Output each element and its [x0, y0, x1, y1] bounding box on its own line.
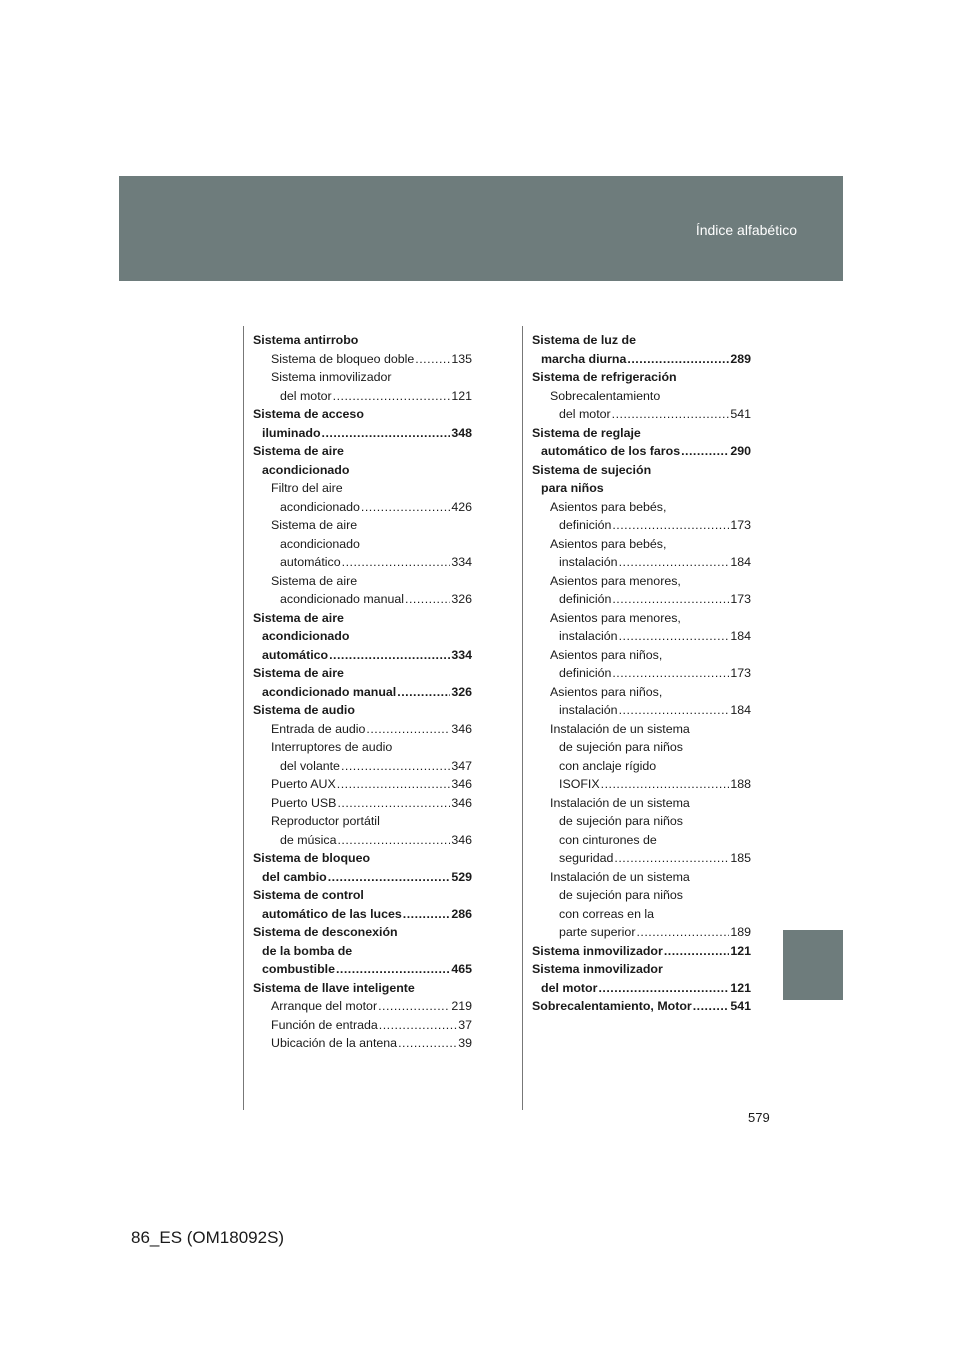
index-subentry [253, 720, 472, 739]
entry-term: Instalación de un sistema [550, 795, 690, 810]
entry-term: con cinturones de [559, 832, 657, 847]
entry-page-ref: 37 [458, 1017, 472, 1032]
index-entry [532, 368, 751, 387]
entry-term: Arranque del motor [271, 999, 378, 1013]
entry-term: Asientos para bebés, [550, 536, 667, 551]
index-entry [253, 331, 472, 350]
index-subentry [532, 849, 751, 868]
entry-term: Sistema de sujeción [532, 462, 652, 477]
index-entry [532, 424, 751, 443]
index-subentry [253, 794, 472, 813]
dot-leader [598, 979, 729, 998]
index-subentry [253, 1016, 472, 1035]
entry-term: Sistema antirrobo [253, 333, 359, 347]
entry-page-ref: 346 [451, 721, 472, 736]
index-subentry [532, 720, 751, 739]
index-subentry [532, 812, 751, 831]
entry-page-ref: 347 [451, 758, 472, 773]
dot-leader [612, 664, 729, 683]
index-subentry [532, 923, 751, 942]
index-subentry [253, 757, 472, 776]
entry-term: del motor [280, 388, 332, 403]
index-entry [253, 979, 472, 998]
index-entry [253, 868, 472, 887]
dot-leader [619, 701, 730, 720]
entry-page-ref: 465 [451, 962, 472, 976]
dot-leader [627, 350, 729, 369]
entry-term: del volante [280, 758, 340, 773]
entry-page-ref: 541 [730, 999, 751, 1013]
index-subentry [253, 368, 472, 387]
dot-leader [619, 627, 730, 646]
entry-page-ref: 346 [451, 832, 472, 847]
dot-leader [415, 350, 450, 369]
index-subentry [532, 886, 751, 905]
entry-page-ref: 121 [730, 943, 751, 958]
entry-page-ref: 173 [730, 518, 751, 532]
entry-page-ref: 188 [730, 777, 751, 791]
entry-term: de la bomba de [262, 943, 353, 958]
index-entry [532, 350, 751, 369]
index-subentry [532, 405, 751, 424]
entry-term: combustible [262, 962, 335, 976]
index-subentry [532, 387, 751, 406]
index-subentry [253, 997, 472, 1016]
entry-term: Puerto USB [271, 795, 337, 810]
entry-term: Función de entrada [271, 1017, 378, 1032]
entry-term: Asientos para bebés, [550, 499, 667, 514]
entry-page-ref: 184 [730, 629, 751, 643]
dot-leader [366, 720, 450, 739]
index-entry [253, 646, 472, 665]
entry-term: ISOFIX [559, 777, 600, 791]
entry-term: de sujeción para niños [559, 814, 683, 828]
index-subentry [532, 627, 751, 646]
entry-page-ref: 326 [451, 684, 472, 699]
entry-term: acondicionado [262, 462, 350, 477]
index-entry [532, 479, 751, 498]
index-subentry [532, 905, 751, 924]
entry-term: automático de las luces [262, 906, 402, 921]
dot-leader [341, 757, 450, 776]
entry-term: Sistema de aire [253, 610, 344, 625]
entry-term: Sistema de acceso [253, 407, 364, 421]
index-subentry [253, 553, 472, 572]
entry-term: Sistema de bloqueo doble [271, 351, 415, 366]
index-entry [253, 683, 472, 702]
index-subentry [253, 831, 472, 850]
entry-page-ref: 286 [451, 906, 472, 921]
index-entry [253, 886, 472, 905]
entry-term: Sistema de bloqueo [253, 851, 371, 865]
entry-term: Sistema de refrigeración [532, 370, 677, 384]
entry-term: de música [280, 832, 337, 847]
dot-leader [336, 960, 450, 979]
index-entry [253, 923, 472, 942]
entry-term: Filtro del aire [271, 481, 343, 495]
entry-page-ref: 426 [451, 499, 472, 514]
index-subentry [532, 794, 751, 813]
entry-term: de sujeción para niños [559, 740, 683, 754]
index-subentry [532, 646, 751, 665]
entry-term: Sistema de audio [253, 703, 355, 717]
entry-term: Sistema de aire [271, 518, 358, 532]
entry-term: con anclaje rígido [559, 758, 657, 773]
entry-term: Sistema inmovilizador [532, 962, 663, 976]
index-entry [253, 461, 472, 480]
dot-leader [612, 590, 729, 609]
index-subentry [253, 535, 472, 554]
index-subentry [253, 572, 472, 591]
entry-page-ref: 184 [730, 703, 751, 717]
entry-term: automático [262, 647, 329, 662]
dot-leader [337, 794, 450, 813]
entry-term: Sistema de luz de [532, 333, 636, 347]
index-subentry [532, 831, 751, 850]
entry-page-ref: 184 [730, 555, 751, 569]
document-code: 86_ES (OM18092S) [131, 1228, 285, 1247]
dot-leader [333, 387, 451, 406]
entry-term: del motor [559, 407, 611, 421]
index-column-right [532, 331, 751, 1016]
entry-term: Puerto AUX [271, 777, 336, 791]
entry-page-ref: 135 [451, 351, 472, 366]
index-subentry [253, 498, 472, 517]
dot-leader [601, 775, 730, 794]
entry-term: iluminado [262, 425, 321, 440]
column-rule-left [243, 326, 244, 1110]
entry-term: para niños [541, 481, 604, 495]
dot-leader [329, 646, 450, 665]
entry-page-ref: 39 [458, 1036, 472, 1050]
index-entry [253, 849, 472, 868]
index-subentry [532, 664, 751, 683]
entry-term: Asientos para menores, [550, 610, 681, 625]
dot-leader [612, 516, 729, 535]
index-subentry [532, 868, 751, 887]
entry-term: Sobrecalentamiento [550, 388, 661, 403]
index-subentry [532, 775, 751, 794]
entry-page-ref: 289 [730, 351, 751, 366]
entry-term: Sistema inmovilizador [271, 370, 392, 384]
entry-term: acondicionado [280, 499, 360, 514]
entry-term: Sistema de llave inteligente [253, 980, 415, 995]
dot-leader [664, 942, 729, 961]
index-subentry [253, 350, 472, 369]
entry-page-ref: 541 [730, 407, 751, 421]
entry-term: del motor [541, 980, 598, 995]
entry-term: Sistema de desconexión [253, 925, 398, 939]
entry-term: definición [559, 518, 612, 532]
index-entry [253, 609, 472, 628]
column-rule-right [522, 326, 523, 1110]
index-entry [253, 627, 472, 646]
dot-leader [612, 405, 730, 424]
dot-leader [619, 553, 730, 572]
dot-leader [405, 590, 450, 609]
section-thumb-tab [783, 930, 843, 1000]
dot-leader [397, 683, 450, 702]
dot-leader [337, 775, 451, 794]
entry-term: instalación [559, 703, 618, 717]
dot-leader [328, 868, 451, 887]
dot-leader [378, 997, 450, 1016]
index-subentry [532, 516, 751, 535]
entry-page-ref: 121 [730, 980, 751, 995]
entry-term: Sistema de aire [253, 666, 344, 680]
entry-term: Asientos para menores, [550, 573, 681, 588]
index-subentry [532, 683, 751, 702]
index-entry [253, 405, 472, 424]
index-subentry [532, 738, 751, 757]
index-subentry [532, 498, 751, 517]
index-entry [532, 331, 751, 350]
dot-leader [693, 997, 730, 1016]
entry-term: Instalación de un sistema [550, 721, 690, 736]
entry-term: Ubicación de la antena [271, 1036, 398, 1050]
entry-term: Sistema de control [253, 888, 364, 902]
index-subentry [532, 572, 751, 591]
entry-term: Sistema de aire [253, 444, 344, 458]
entry-term: Reproductor portátil [271, 814, 380, 828]
entry-page-ref: 326 [451, 592, 472, 606]
dot-leader [342, 553, 451, 572]
entry-page-ref: 334 [451, 555, 472, 569]
index-entry [532, 942, 751, 961]
entry-term: Sistema de reglaje [532, 425, 641, 440]
index-entry [532, 442, 751, 461]
index-entry [253, 960, 472, 979]
entry-term: Sobrecalentamiento, Motor [532, 999, 692, 1013]
entry-term: Interruptores de audio [271, 740, 393, 754]
index-subentry [253, 387, 472, 406]
entry-page-ref: 219 [451, 999, 472, 1013]
entry-term: definición [559, 592, 612, 606]
dot-leader [398, 1034, 457, 1053]
entry-term: Sistema de aire [271, 573, 358, 588]
entry-term: automático de los faros [541, 444, 681, 458]
index-subentry [532, 701, 751, 720]
entry-term: instalación [559, 629, 618, 643]
index-entry [253, 424, 472, 443]
dot-leader [322, 424, 451, 443]
entry-page-ref: 334 [451, 647, 472, 662]
page-number: 579 [748, 1110, 770, 1125]
index-entry [253, 701, 472, 720]
entry-page-ref: 529 [451, 869, 472, 884]
index-subentry [253, 479, 472, 498]
index-subentry [253, 1034, 472, 1053]
index-subentry [532, 535, 751, 554]
dot-leader [361, 498, 450, 517]
entry-term: parte superior [559, 925, 636, 939]
index-entry [253, 442, 472, 461]
entry-page-ref: 189 [730, 925, 751, 939]
entry-page-ref: 348 [451, 425, 472, 440]
entry-term: definición [559, 666, 612, 680]
index-subentry [253, 590, 472, 609]
entry-term: Asientos para niños, [550, 684, 663, 699]
entry-term: instalación [559, 555, 618, 569]
index-subentry [253, 516, 472, 535]
index-entry [532, 997, 751, 1016]
index-subentry [532, 590, 751, 609]
entry-page-ref: 173 [730, 666, 751, 680]
entry-page-ref: 346 [451, 777, 472, 791]
dot-leader [337, 831, 450, 850]
index-column-left [253, 331, 472, 1053]
index-subentry [253, 812, 472, 831]
entry-term: de sujeción para niños [559, 888, 683, 902]
entry-page-ref: 346 [451, 795, 472, 810]
dot-leader [636, 923, 729, 942]
index-entry [253, 942, 472, 961]
entry-term: marcha diurna [541, 351, 627, 366]
dot-leader [379, 1016, 457, 1035]
index-entry [253, 905, 472, 924]
entry-page-ref: 185 [730, 851, 751, 865]
entry-term: del cambio [262, 869, 327, 884]
entry-term: automático [280, 555, 341, 569]
entry-term: acondicionado [262, 629, 350, 643]
entry-page-ref: 173 [730, 592, 751, 606]
index-subentry [253, 775, 472, 794]
index-entry [532, 960, 751, 979]
entry-term: seguridad [559, 851, 614, 865]
entry-term: Instalación de un sistema [550, 869, 690, 884]
dot-leader [614, 849, 729, 868]
entry-term: Entrada de audio [271, 721, 366, 736]
entry-term: Sistema inmovilizador [532, 943, 663, 958]
entry-term: con correas en la [559, 906, 655, 921]
entry-page-ref: 121 [451, 388, 472, 403]
entry-page-ref: 290 [730, 444, 751, 458]
index-subentry [532, 609, 751, 628]
dot-leader [681, 442, 729, 461]
dot-leader [403, 905, 451, 924]
entry-term: acondicionado manual [280, 592, 404, 606]
index-entry [253, 664, 472, 683]
entry-term: acondicionado [280, 536, 360, 551]
index-subentry [532, 553, 751, 572]
header-band [119, 176, 843, 281]
index-entry [532, 979, 751, 998]
entry-term: Asientos para niños, [550, 647, 663, 662]
index-subentry [253, 738, 472, 757]
index-subentry [532, 757, 751, 776]
index-entry [532, 461, 751, 480]
entry-term: acondicionado manual [262, 684, 397, 699]
section-title: Índice alfabético [695, 222, 797, 238]
